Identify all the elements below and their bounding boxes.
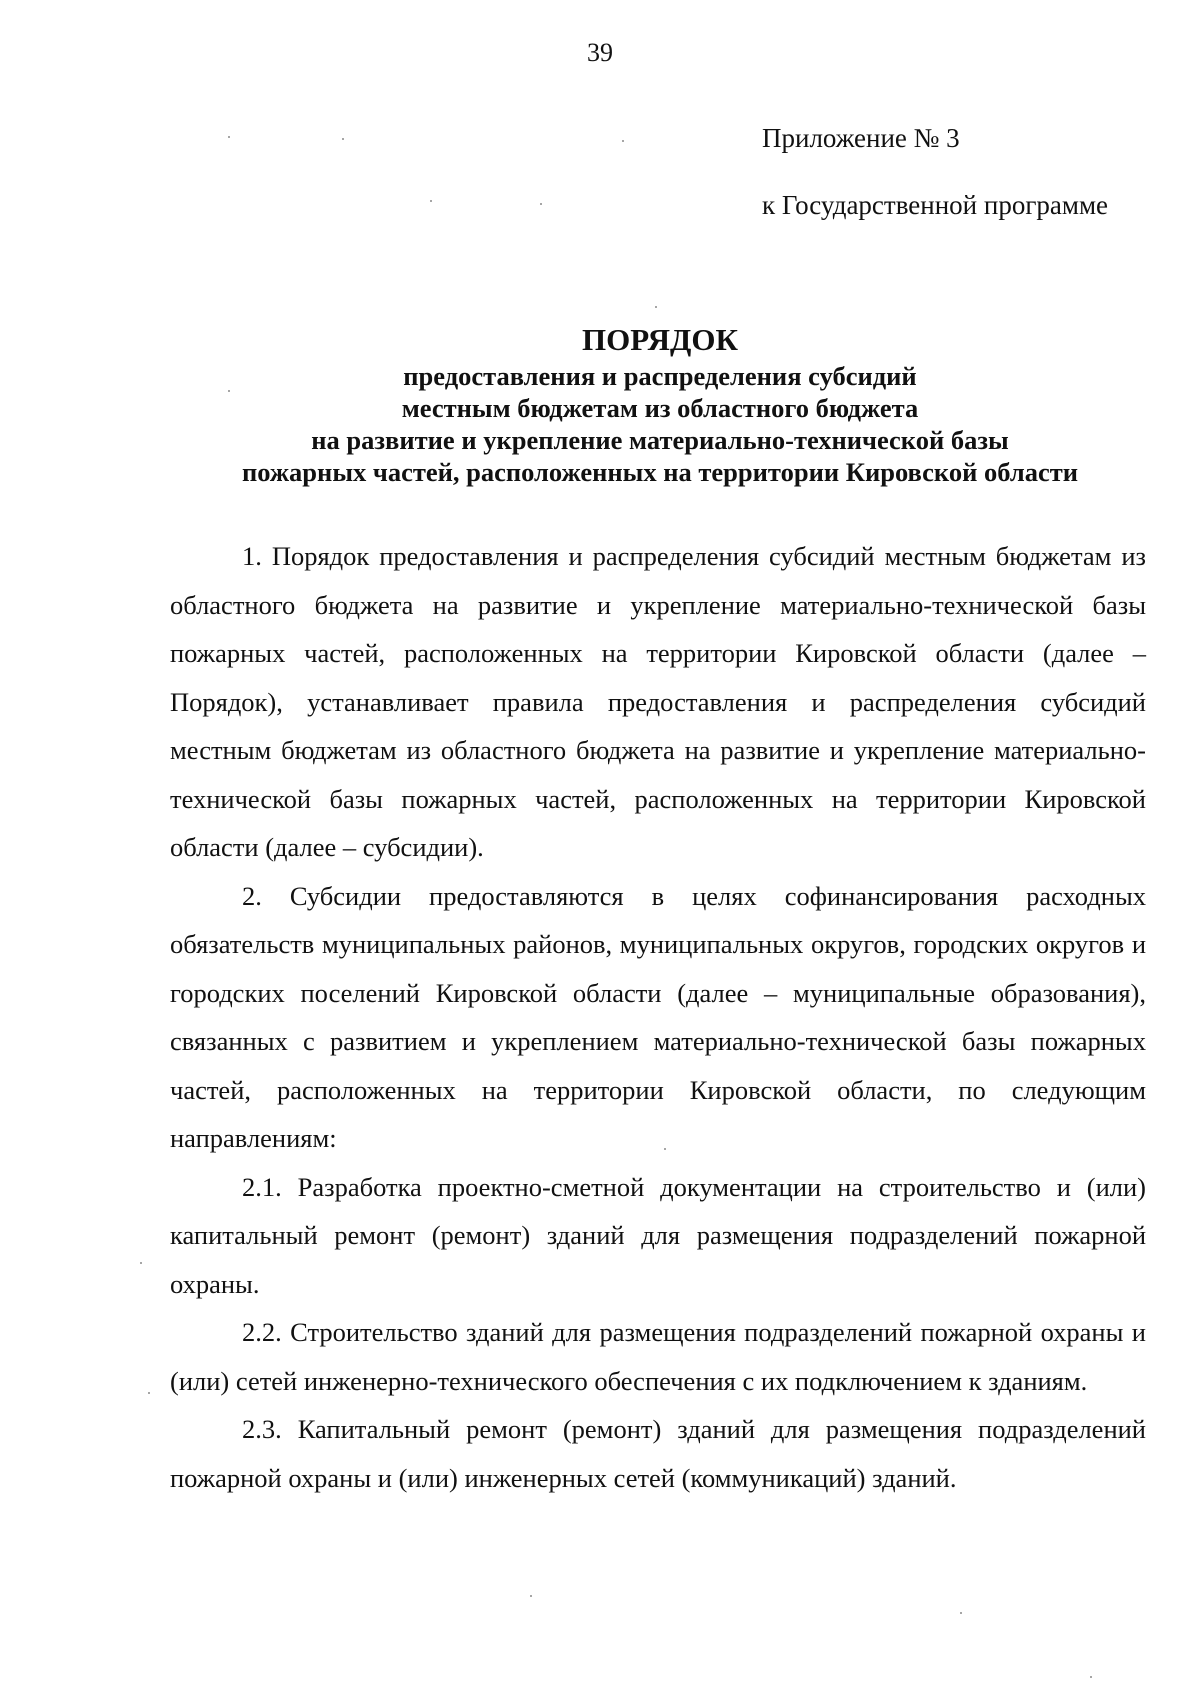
appendix-reference: к Государственной программе [762, 190, 1109, 220]
scan-speck [148, 1392, 150, 1394]
scan-speck [622, 140, 624, 142]
scan-speck [140, 1262, 142, 1264]
document-title [170, 320, 1150, 488]
scan-speck [960, 1612, 962, 1614]
scan-speck [430, 200, 432, 202]
scan-speck [1090, 1676, 1092, 1678]
scan-speck [540, 203, 542, 205]
title-line: предоставления и распределения субсидий [403, 361, 917, 391]
document-body [170, 532, 1146, 1502]
page-number: 39 [587, 38, 613, 67]
scan-speck [664, 1148, 666, 1150]
scan-speck [342, 138, 344, 140]
paragraph-2: 2. Субсидии предоставляются в целях софинансирования расходных обязательств муниципальных районов, муниципальных округов, городских округов и городских поселений Кировской области (далее – муниципальные образования), связанных с развитием и укреплением материально-технической базы пожарных частей, расположенных на территории Кировской области, по следующим направлениям: [170, 880, 1146, 1153]
appendix-label: Приложение № 3 [762, 123, 960, 153]
paragraph-2-3: 2.3. Капитальный ремонт (ремонт) зданий для размещения подразделений пожарной охраны и (или) инженерных сетей (коммуникаций) зданий. [170, 1414, 1146, 1493]
scan-speck [655, 306, 657, 308]
title-line: на развитие и укрепление материально-технической базы [311, 425, 1009, 455]
scan-speck [228, 136, 230, 138]
scan-speck [530, 1595, 532, 1597]
title-line: местным бюджетам из областного бюджета [401, 393, 919, 423]
paragraph-1: 1. Порядок предоставления и распределения субсидий местным бюджетам из областного бюджета на развитие и укрепление материально-технической базы пожарных частей, расположенных на территории Кировской области (далее – Порядок), устанавливает правила предоставления и распределения субсидий местным бюджетам из областного бюджета на развитие и укрепление материально-технической базы пожарных частей, расположенных на территории Кировской области (далее – субсидии). [170, 541, 1146, 862]
scan-speck [228, 390, 230, 392]
paragraph-2-2: 2.2. Строительство зданий для размещения подразделений пожарной охраны и (или) сетей инженерно-технического обеспечения с их подключением к зданиям. [170, 1317, 1146, 1396]
title-heading: ПОРЯДОК [582, 322, 738, 357]
paragraph-2-1: 2.1. Разработка проектно-сметной документации на строительство и (или) капитальный ремонт (ремонт) зданий для размещения подразделений пожарной охраны. [170, 1171, 1146, 1299]
title-line: пожарных частей, расположенных на территории Кировской области [241, 457, 1079, 487]
